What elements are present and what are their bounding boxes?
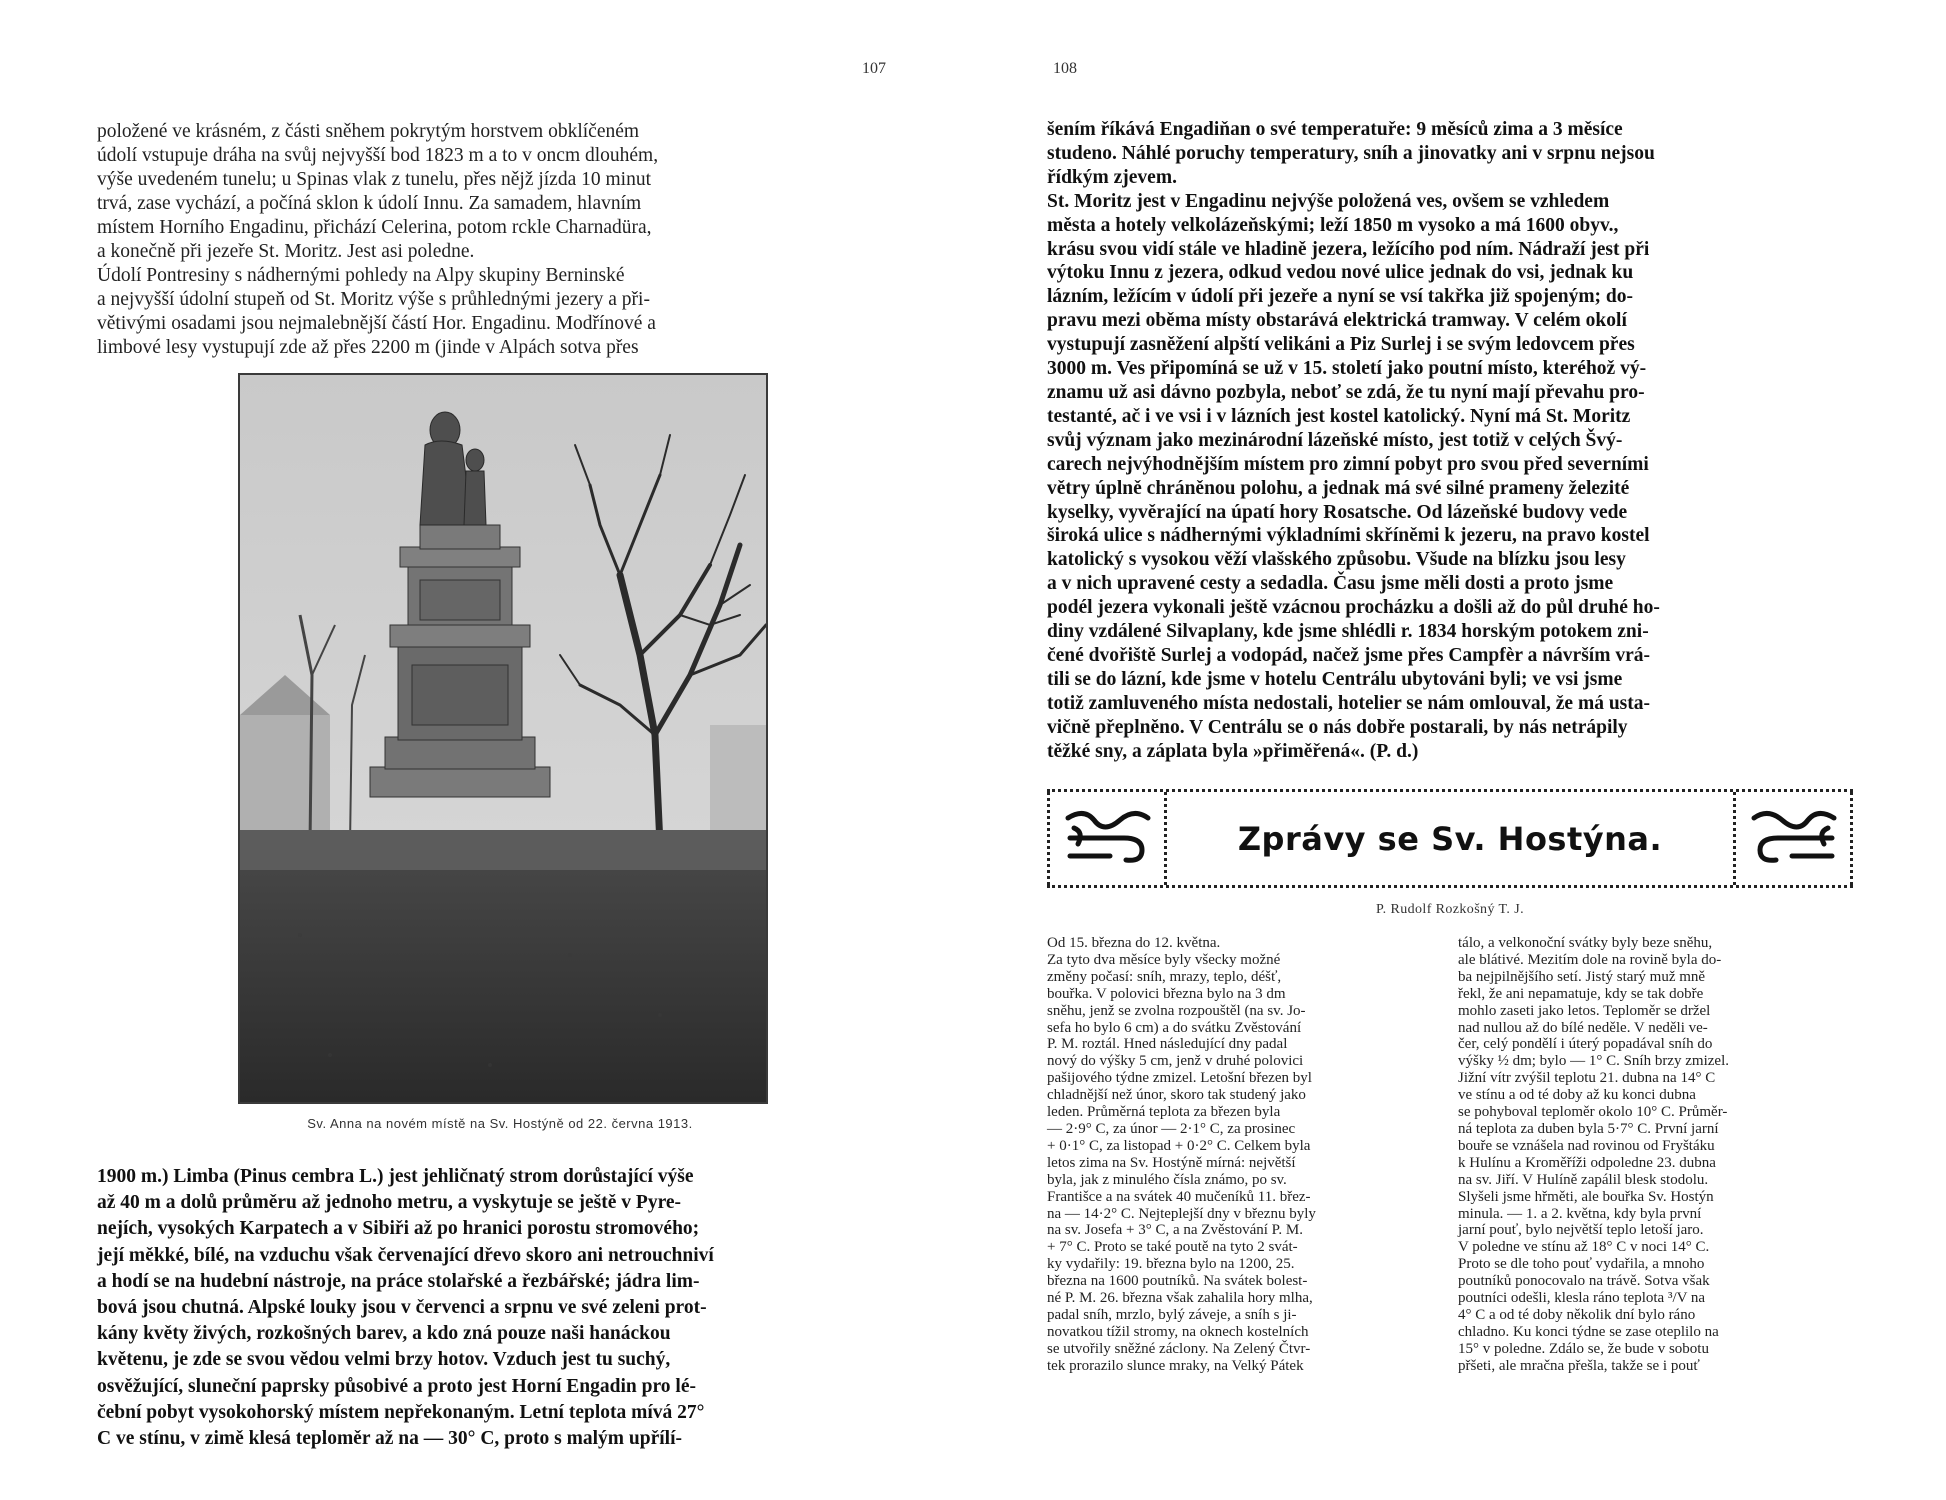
text-line: kyselky, vyvěrající na úpatí hory Rosatsche. Od lázeňské budovy vede (1047, 501, 1628, 523)
text-line: se utvořily sněžné záclony. Na Zelený Čtvr- (1047, 1340, 1311, 1357)
text-line: carech nejvýhodnějším místem pro zimní pobyt pro svou před severními (1047, 453, 1649, 475)
text-line: St. Moritz jest v Engadinu nejvýše položená ves, ovšem se vzhledem (1047, 190, 1610, 212)
text-line: diny vzdálené Silvaplany, kde jsme shlédli r. 1834 horským potokem zni- (1047, 621, 1649, 643)
text-line: se pohyboval teploměr okolo 10° C. Průměr- (1458, 1104, 1728, 1121)
text-line: tili se do lázní, kde jsme v hotelu Centrálu ubytováni byli; ve vsi jsme (1047, 668, 1623, 690)
article-author: P. Rudolf Rozkošný T. J. (1376, 902, 1524, 917)
text-line: studeno. Náhlé poruchy temperatury, sníh a jinovatky ani v srpnu nejsou (1047, 142, 1655, 164)
section-banner (1047, 789, 1853, 888)
text-line: široká ulice s nádhernými výkladními skříněmi k jezeru, na pravo kostel (1047, 525, 1650, 547)
text-line: ba nejpilnějšího setí. Jistý starý muž mně (1458, 968, 1706, 985)
banner-title: Zprávy se Sv. Hostýna. (1237, 819, 1663, 858)
left-bottom-paragraph (97, 1164, 892, 1452)
text-line: její měkké, bílé, na vzduchu však červenající dřevo skoro ani netrouchniví (97, 1244, 714, 1266)
text-line: C ve stínu, v zimě klesá teploměr až na — 30° C, proto s malým upřílí- (97, 1428, 682, 1450)
text-line: 15° v poledne. Zdálo se, že bude v sobotu (1458, 1340, 1709, 1357)
text-line: podél jezera vykonali ještě vzácnou procházku a došli až do půl druhé ho- (1047, 597, 1660, 619)
text-line: těžké sny, a záplata byla »přiměřená«. (P. d.) (1047, 740, 1419, 762)
text-line: a v nich upravené cesty a sedadla. Času jsme měli dosti a proto jsme (1047, 573, 1614, 595)
news-column-1 (1047, 935, 1443, 1375)
text-line: větry úplně chráněnou polohu, a jednak má své silné prameny železité (1047, 477, 1630, 499)
page-number: 108 (1053, 60, 1077, 77)
news-column-2 (1458, 935, 1854, 1375)
text-line: vičně přeplněno. V Centrálu se o nás dobře postarali, by nás netrápily (1047, 716, 1628, 738)
text-line: chladno. Ku konci týdne se zase oteplilo na (1458, 1323, 1719, 1340)
text-line: sněhu, jenž se zvolna rozpouštěl (na sv. Jo- (1047, 1002, 1306, 1019)
text-line: řekl, že ani nepamatuje, kdy se tak dobře (1458, 985, 1704, 1002)
text-line: bouřka. V polovici března bylo na 3 dm (1047, 985, 1286, 1002)
photo-caption: Sv. Anna na novém místě na Sv. Hostýně od 22. června 1913. (307, 1116, 693, 1131)
text-line: lázním, ležícím v údolí při jezeře a nyní se vsí takřka již spojeným; do- (1047, 286, 1634, 308)
statue-photo (238, 373, 768, 1104)
text-line: Slyšeli jsme hřměti, ale bouřka Sv. Hostýn (1458, 1188, 1714, 1205)
text-line: nový do výšky 5 cm, jenž v druhé polovici (1047, 1053, 1304, 1070)
text-line: tek prorazilo slunce mraky, na Velký Pátek (1047, 1357, 1304, 1374)
text-line: a nejvyšší údolní stupeň od St. Moritz výše s průhlednými jezery a při- (97, 289, 650, 310)
text-line: testanté, ač i ve vsi i v lázních jest kostel katolický. Nyní má St. Moritz (1047, 405, 1631, 427)
text-line: ve stínu a od té doby až ku konci dubna (1458, 1087, 1696, 1104)
text-line: Františce a na svátek 40 mučeníků 11. břez- (1047, 1188, 1311, 1205)
text-line: položené ve krásném, z části sněhem pokrytým horstvem obklíčeném (97, 121, 640, 142)
text-line: svůj význam jako mezinárodní lázeňské místo, jest totiž v celých Švý- (1047, 429, 1623, 451)
text-line: novatkou tížil stromy, na oknech kostelních (1047, 1323, 1309, 1340)
text-line: znamu už asi dávno pozbyla, neboť se zdá, že tu nyní mají převahu pro- (1047, 381, 1645, 403)
text-line: řídkým zjevem. (1047, 166, 1177, 188)
right-top-paragraph (1047, 118, 1855, 763)
text-line: + 0·1° C, za listopad + 0·2° C. Celkem byla (1047, 1137, 1311, 1154)
text-line: až 40 m a dolů průměru až jednoho metru, a vyskytuje se ještě v Pyre- (97, 1192, 682, 1214)
text-line: padal sníh, mrzlo, bylý záveje, a sníh s ji- (1047, 1306, 1297, 1323)
text-line: a hodí se na hudební nástroje, na práce stolařské a řezbářské; jádra lim- (97, 1270, 700, 1292)
text-line: jarní pouť, bylo největší teplo letoší jaro. (1458, 1222, 1704, 1239)
text-line: chladnější než únor, skoro tak studený jako (1047, 1087, 1306, 1104)
text-line: a konečně při jezeře St. Moritz. Jest asi poledne. (97, 241, 475, 262)
text-line: minula. — 1. a 2. května, kdy byla první (1458, 1205, 1702, 1222)
text-line: + 7° C. Proto se také poutě na tyto 2 svát- (1047, 1239, 1298, 1256)
text-line: 3000 m. Ves připomíná se už v 15. století jako poutní místo, kteréhož vý- (1047, 358, 1647, 380)
text-line: poutníků ponocovalo na trávě. Sotva však (1458, 1273, 1710, 1290)
text-line: bouře se vznášela nad rovinou od Fryštáku (1458, 1137, 1715, 1154)
text-line: Od 15. března do 12. května. (1047, 935, 1221, 951)
text-line: 4° C a od té doby několik dní bylo ráno (1458, 1306, 1696, 1323)
text-line: pravu mezi oběma místy obstarává elektrická tramway. V celém okolí (1047, 310, 1627, 332)
text-line: krásu svou vidí stále ve hladině jezera, ležícího pod ním. Nádraží jest při (1047, 238, 1650, 260)
text-line: výtoku Innu z jezera, odkud vedou nové ulice jednak do vsi, jednak ku (1047, 262, 1634, 284)
text-line: kány květy živých, rozkošných barev, a kdo zná pouze naši hanáckou (97, 1323, 671, 1345)
text-line: místem Horního Engadinu, přichází Celerina, potom rckle Charnadüra, (97, 217, 652, 238)
text-line: Za tyto dva měsíce byly všecky možné (1047, 951, 1281, 968)
banner-ornament-right (1733, 792, 1853, 885)
text-line: nejích, vysokých Karpatech a v Sibiři až po hranici porostu stromového; (97, 1218, 700, 1240)
text-line: šením říkává Engadiňan o své temperatuře: 9 měsíců zima a 3 měsíce (1047, 119, 1623, 140)
text-line: trvá, zase vychází, a počíná sklon k údolí Innu. Za samadem, hlavním (97, 193, 642, 214)
text-line: mohlo zaseti jako letos. Teploměr se držel (1458, 1002, 1711, 1019)
text-line: — 2·9° C, za únor — 2·1° C, za prosinec (1047, 1120, 1296, 1137)
text-line: osvěžující, sluneční paprsky působivé a proto jest Horní Engadin pro lé- (97, 1375, 696, 1397)
text-line: ale blátivé. Mezitím dole na rovině byla do- (1458, 951, 1722, 968)
text-line: ná teplota za duben byla 5·7° C. První jarní (1458, 1120, 1719, 1137)
text-line: leden. Průměrná teplota za březen byla (1047, 1104, 1281, 1121)
text-line: pašijového týdne zmizel. Letošní březen byl (1047, 1070, 1312, 1087)
text-line: města a hotely velkolázeňskými; leží 1850 m vysoko a má 1600 obyv., (1047, 214, 1619, 236)
text-line: V poledne ve stínu až 18° C v noci 14° C. (1458, 1239, 1710, 1256)
text-line: vystupují zasněžení alpští velikáni a Piz Surlej i se svým ledovcem přes (1047, 334, 1635, 356)
text-line: limbové lesy vystupují zde až přes 2200 m (jinde v Alpách sotva přes (97, 337, 639, 358)
ornament-icon (1064, 804, 1152, 870)
text-line: ky vydařily: 19. března bylo na 1200, 25. (1047, 1256, 1295, 1273)
text-line: čební pobyt vysokohorský místem nepřekonaným. Letní teplota mívá 27° (97, 1401, 705, 1423)
ornament-icon (1750, 804, 1838, 870)
left-top-paragraph (97, 120, 892, 360)
text-line: k Hulínu a Kroměříži odpoledne 23. dubna (1458, 1154, 1716, 1171)
text-line: Proto se dle toho pouť vydařila, a mnoho (1458, 1256, 1705, 1273)
text-line: katolický s vysokou věží vlašského způsobu. Všude na blízku jsou lesy (1047, 549, 1626, 571)
text-line: P. M. roztál. Hned následující dny padal (1047, 1036, 1288, 1053)
text-line: Jižní vítr zvýšil teplotu 21. dubna na 14° C (1458, 1070, 1716, 1087)
text-line: větivými osadami jsou nejmalebnější částí Hor. Engadinu. Modřínové a (97, 313, 656, 334)
text-line: 1900 m.) Limba (Pinus cembra L.) jest jehličnatý strom dorůstající výše (97, 1166, 694, 1187)
text-line: nad nullou až do bílé neděle. V neděli ve- (1458, 1019, 1708, 1036)
text-line: sefa ho bylo 6 cm) a do svátku Zvěstování (1047, 1019, 1302, 1036)
text-line: údolí vstupuje dráha na svůj nejvyšší bod 1823 m a to v oncm dlouhém, (97, 145, 659, 166)
text-line: tálo, a velkonoční svátky byly beze sněhu, (1458, 935, 1713, 951)
statue-photo-image (240, 375, 766, 1102)
banner-ornament-left (1047, 792, 1167, 885)
text-line: čer, celý pondělí i úterý popadával sníh do (1458, 1036, 1713, 1053)
text-line: né P. M. 26. března však zahalila hory mlha, (1047, 1290, 1313, 1307)
text-line: na sv. Josefa + 3° C, a na Zvěstování P. M. (1047, 1222, 1303, 1239)
page-number: 107 (862, 60, 886, 77)
text-line: totiž zamluveného místa nedostali, hotelier se nám omlouval, že má usta- (1047, 692, 1650, 714)
text-line: bová jsou chutná. Alpské louky jsou v červenci a srpnu ve své zeleni prot- (97, 1297, 707, 1319)
text-line: přšeti, ale mračna přešla, takže se i pouť (1458, 1357, 1700, 1374)
text-line: změny počasí: sníh, mrazy, teplo, déšť, (1047, 968, 1282, 985)
text-line: výše uvedeném tunelu; u Spinas vlak z tunelu, přes nějž jízda 10 minut (97, 169, 651, 190)
text-line: března na 1600 poutníků. Na svátek bolest- (1047, 1273, 1308, 1290)
text-line: výšky ½ dm; bylo — 1° C. Sníh brzy zmizel. (1458, 1053, 1729, 1070)
text-line: poutníci odešli, klesla ráno teplota ³/V na (1458, 1290, 1706, 1307)
text-line: na sv. Jiří. V Hulíně zapálil blesk stodolu. (1458, 1171, 1709, 1188)
text-line: květenu, je zde se svou vědou velmi brzy hotov. Vzduch jest tu suchý, (97, 1349, 671, 1371)
text-line: čené dvořiště Surlej a vodopád, načež jsme přes Campfèr a návrším vrá- (1047, 644, 1650, 666)
text-line: letos zima na Sv. Hostýně mírná: největší (1047, 1154, 1296, 1171)
text-line: Údolí Pontresiny s nádhernými pohledy na Alpy skupiny Berninské (97, 265, 625, 286)
text-line: na — 14·2° C. Nejteplejší dny v březnu byly (1047, 1205, 1316, 1222)
text-line: byla, jak z minulého čísla známo, po sv. (1047, 1171, 1287, 1188)
